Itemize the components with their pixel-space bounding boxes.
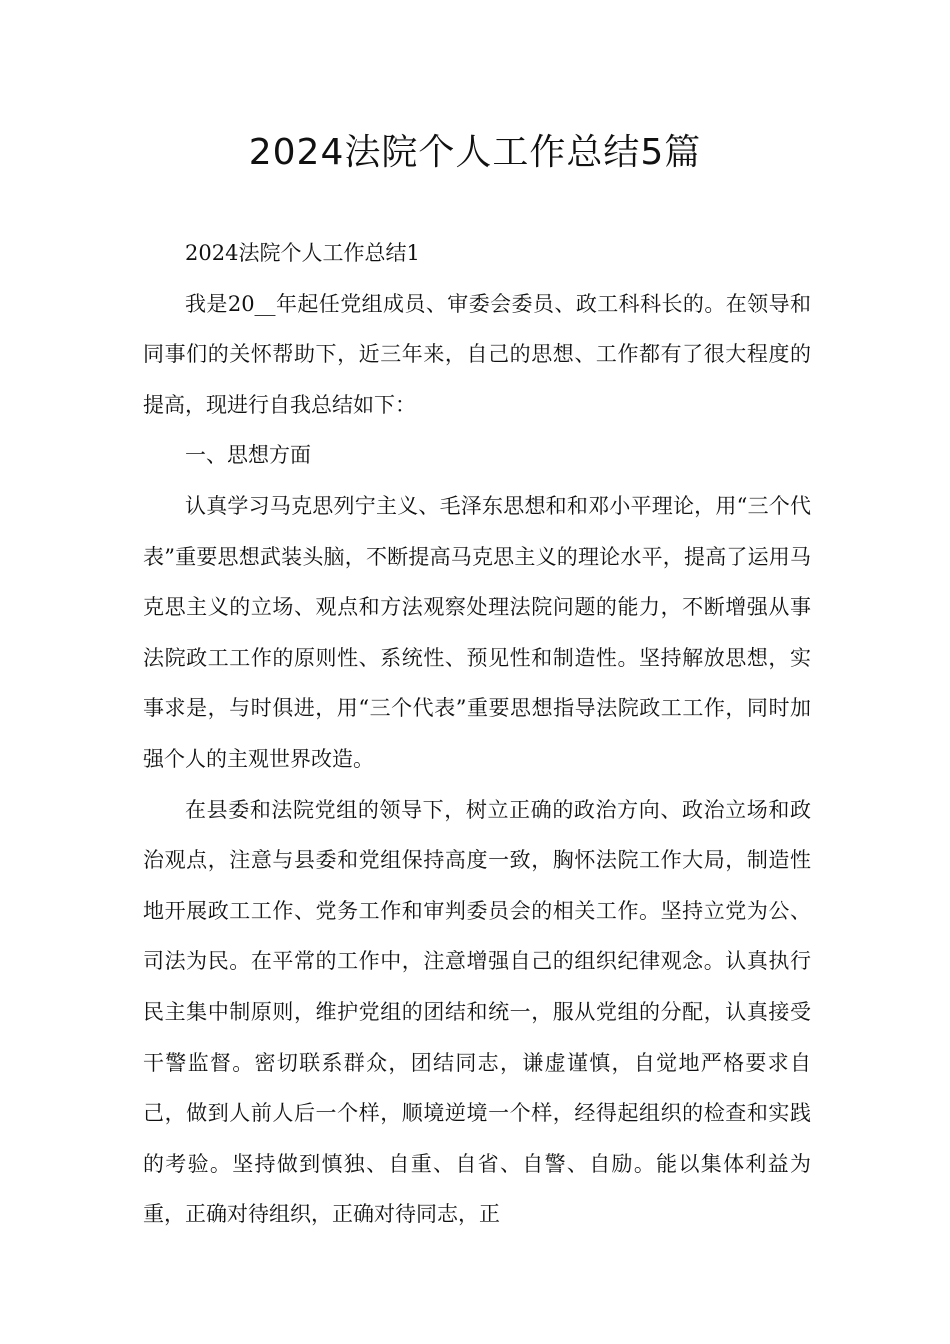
document-title: 2024法院个人工作总结5篇 <box>248 132 702 173</box>
subsection-heading: 一、思想方面 <box>185 443 311 468</box>
paragraph-thought: 认真学习马克思列宁主义、毛泽东思想和和邓小平理论，用“三个代表”重要思想武装头脑，不断提高马克思主义的理论水平，提高了运用马克思主义的立场、观点和方法观察处理法院问题的能力，不断增强从事法院政工工作的原则性、系统性、预见性和制造性。坚持解放思想，实事求是，与时俱进，用“三个代表”重要思想指导法院政工工作，同时加强个人的主观世界改造。 <box>143 493 811 771</box>
paragraph-leadership: 在县委和法院党组的领导下，树立正确的政治方向、政治立场和政治观点，注意与县委和党组保持高度一致，胸怀法院工作大局，制造性地开展政工工作、党务工作和审判委员会的相关工作。坚持立党为公、司法为民。在平常的工作中，注意增强自己的组织纪律观念。认真执行民主集中制原则，维护党组的团结和统一，服从党组的分配，认真接受干警监督。密切联系群众，团结同志，谦虚谨慎，自觉地严格要求自己，做到人前人后一个样，顺境逆境一个样，经得起组织的检查和实践的考验。坚持做到慎独、自重、自省、自警、自励。能以集体利益为重，正确对待组织，正确对待同志，正 <box>143 797 811 1227</box>
paragraph-intro: 我是20__年起任党组成员、审委会委员、政工科科长的。在领导和同事们的关怀帮助下，近三年来，自己的思想、工作都有了很大程度的提高，现进行自我总结如下： <box>143 291 811 417</box>
section-heading: 2024法院个人工作总结1 <box>185 241 420 265</box>
document-body <box>143 228 811 1240</box>
